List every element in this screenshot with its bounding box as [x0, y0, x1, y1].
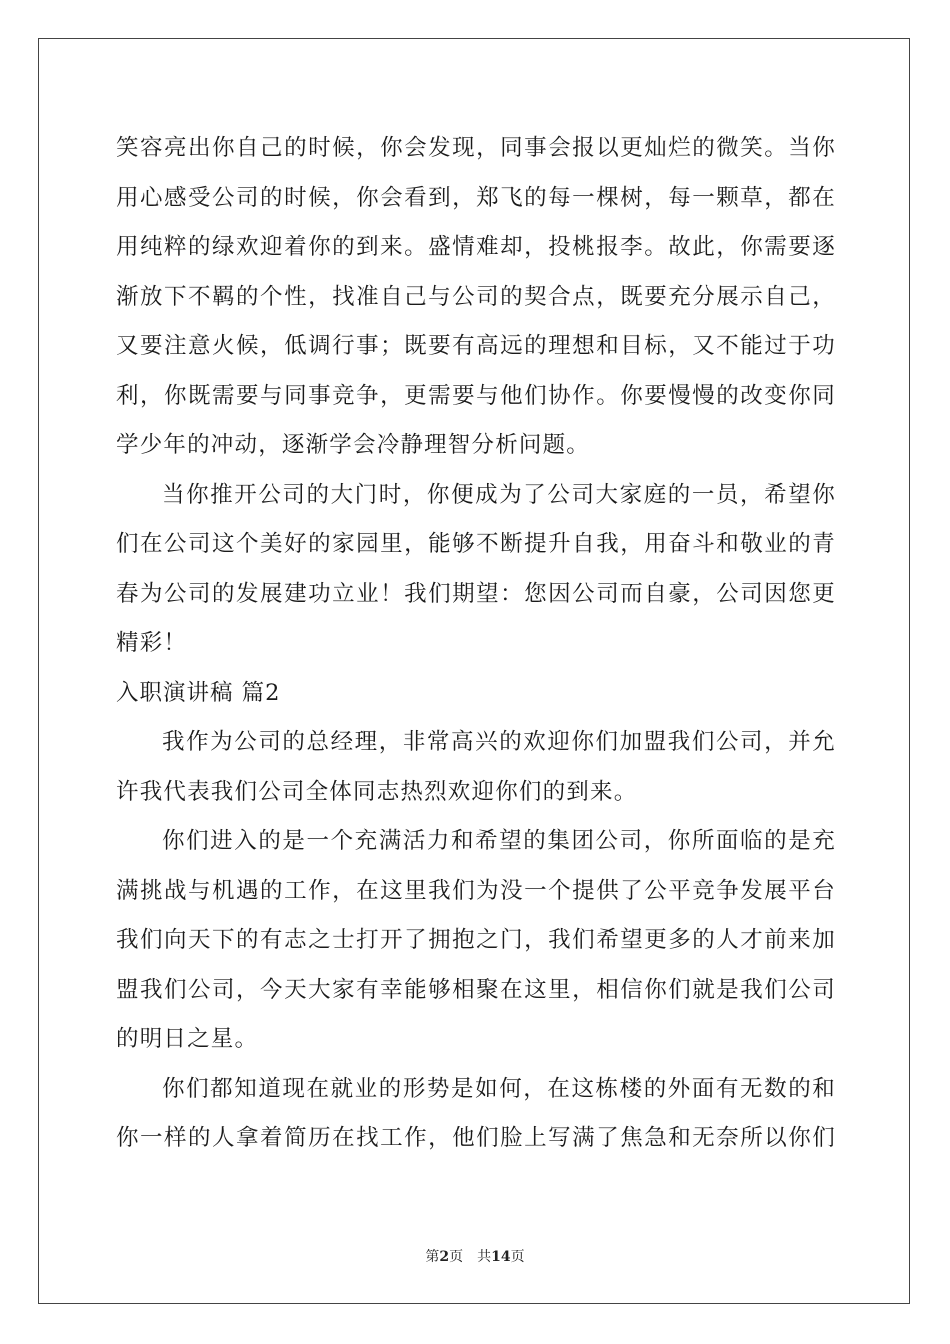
text-line: 我们向天下的有志之士打开了拥抱之门，我们希望更多的人才前来加	[116, 927, 836, 953]
text-line: 春为公司的发展建功立业！我们期望：您因公司而自豪，公司因您更	[116, 580, 836, 607]
current-page-number: 2	[439, 1249, 450, 1265]
text-line: 当你推开公司的大门时，你便成为了公司大家庭的一员，希望你	[162, 481, 836, 508]
text-line: 盟我们公司，今天大家有幸能够相聚在这里，相信你们就是我们公司	[116, 976, 836, 1003]
text-line: 用心感受公司的时候，你会看到，郑飞的每一棵树，每一颗草，都在	[116, 184, 836, 211]
document-body	[116, 124, 836, 1164]
text-line: 你们都知道现在就业的形势是如何，在这栋楼的外面有无数的和	[162, 1075, 836, 1102]
total-pages-number: 14	[491, 1249, 511, 1265]
text-line: 你一样的人拿着简历在找工作，他们脸上写满了焦急和无奈所以你们	[116, 1125, 836, 1151]
text-line: 用纯粹的绿欢迎着你的到来。盛情难却，投桃报李。故此，你需要逐	[116, 234, 836, 260]
page-footer	[0, 1246, 950, 1266]
footer-prefix: 第	[425, 1249, 440, 1265]
text-line: 利，你既需要与同事竞争，更需要与他们协作。你要慢慢的改变你同	[116, 382, 836, 409]
text-line: 满挑战与机遇的工作，在这里我们为没一个提供了公平竞争发展平台	[116, 877, 836, 904]
text-line: 精彩！	[116, 630, 188, 656]
footer-suffix: 页	[510, 1249, 525, 1265]
text-line: 们在公司这个美好的家园里，能够不断提升自我，用奋斗和敬业的青	[116, 531, 836, 557]
text-line: 学少年的冲动，逐渐学会冷静理智分析问题。	[116, 432, 591, 458]
text-line: 我作为公司的总经理，非常高兴的欢迎你们加盟我们公司，并允	[162, 729, 836, 755]
footer-mid: 页 共	[449, 1249, 492, 1265]
text-line: 又要注意火候，低调行事；既要有高远的理想和目标，又不能过于功	[116, 333, 836, 359]
text-line: 的明日之星。	[116, 1026, 259, 1052]
text-line: 你们进入的是一个充满活力和希望的集团公司，你所面临的是充	[162, 828, 836, 854]
text-line: 渐放下不羁的个性，找准自己与公司的契合点，既要充分展示自己，	[116, 283, 836, 310]
section-heading: 入职演讲稿 篇2	[116, 679, 281, 706]
text-line: 许我代表我们公司全体同志热烈欢迎你们的到来。	[116, 778, 638, 805]
text-line: 笑容亮出你自己的时候，你会发现，同事会报以更灿烂的微笑。当你	[116, 135, 836, 161]
